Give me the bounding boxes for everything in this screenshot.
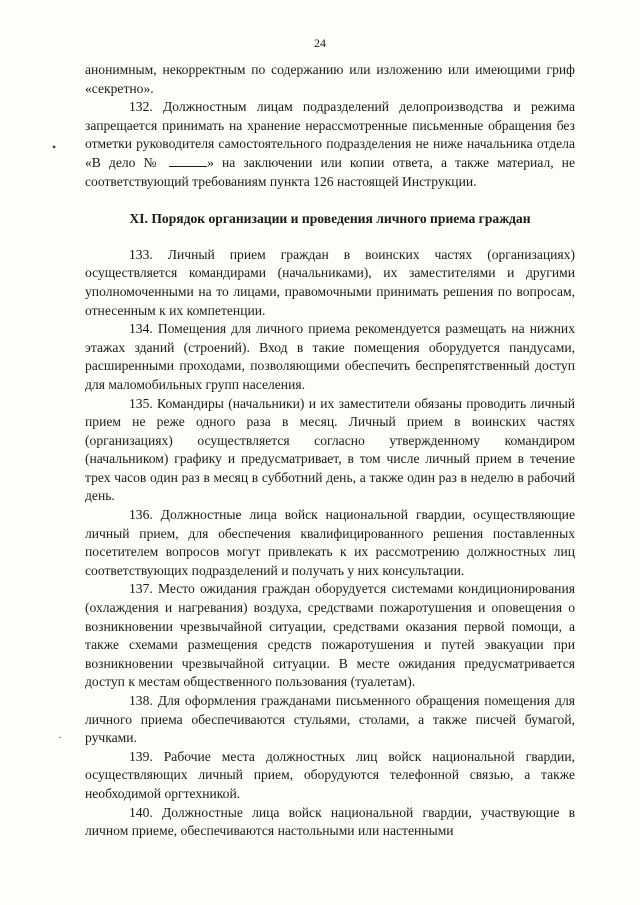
margin-mark: · xyxy=(58,730,62,744)
document-body xyxy=(85,61,575,841)
paragraph-133: 133. Личный прием граждан в воинских частях (организациях) осуществляется командирами (начальниками), их заместителями и другими уполномоченными на то лицами, правомочными принимать решения по вопросам, отнесенным к их компетенции. xyxy=(85,246,575,318)
paragraph-132-part2: » на заключении или копии ответа, а также материал, не соответствующий требованиям пункта 126 настоящей Инструкции. xyxy=(85,154,575,189)
margin-mark: • xyxy=(52,140,57,154)
paragraph-137: 137. Место ожидания граждан оборудуется системами кондиционирования (охлаждения и нагревания) воздуха, средствами пожаротушения и оповещения о возникновении чрезвычайной ситуации, средствами оказания первой помощи, а также схемами размещения средств пожаротушения и путей эвакуации при возникновении чрезвычайной ситуации. В месте ожидания предусматривается доступ к местам общественного пользования (туалетам). xyxy=(85,581,575,690)
paragraph-132 xyxy=(85,98,575,191)
paragraph-138: 138. Для оформления гражданами письменного обращения помещения для личного приема обеспечиваются стульями, столами, а также писчей бумагой, ручками. xyxy=(85,693,575,746)
paragraph-136: 136. Должностные лица войск национальной гвардии, осуществляющие личный прием, для обеспечения квалифицированного решения поставленных посетителем вопросов могут привлекать к их рассмотрению должностных лиц соответствующих подразделений и получать у них консультации. xyxy=(85,507,575,578)
paragraph-140: 140. Должностные лица войск национальной гвардии, участвующие в личном приеме, обеспечиваются настольными или настенными xyxy=(85,804,575,839)
paragraph-131-continuation: анонимным, некорректным по содержанию или изложению или имеющими гриф «секретно». xyxy=(85,62,575,96)
page-number: 24 xyxy=(314,36,326,50)
paragraph-135: 135. Командиры (начальники) и их заместители обязаны проводить личный прием не реже одного раза в месяц. Личный прием в воинских частях (организациях) осуществляется согласно утвержденному командиром (начальником) графику и предусматривает, в том числе личный прием в течение трех часов один раз в месяц в субботний день, а также один раз в неделю в рабочий день. xyxy=(85,395,575,504)
paragraph-134: 134. Помещения для личного приема рекомендуется размещать на нижних этажах зданий (строений). Вход в такие помещения оборудуется пандусами, расширенными проходами, позволяющими обеспечить беспрепятственный доступ для маломобильных групп населения. xyxy=(85,321,575,392)
paragraph-132-part1: 132. Должностным лицам подразделений делопроизводства и режима запрещается принимать на хранение нерассмотренные письменные обращения без отметки руководителя самостоятельного подразделения не ниже начальника отдела «В дело № xyxy=(85,99,575,170)
paragraph-139: 139. Рабочие места должностных лиц войск национальной гвардии, осуществляющих личный прием, оборудуются телефонной связью, а также необходимой оргтехникой. xyxy=(85,748,575,801)
blank-line xyxy=(169,154,207,167)
section-heading: XI. Порядок организации и проведения личного приема граждан xyxy=(129,211,531,227)
